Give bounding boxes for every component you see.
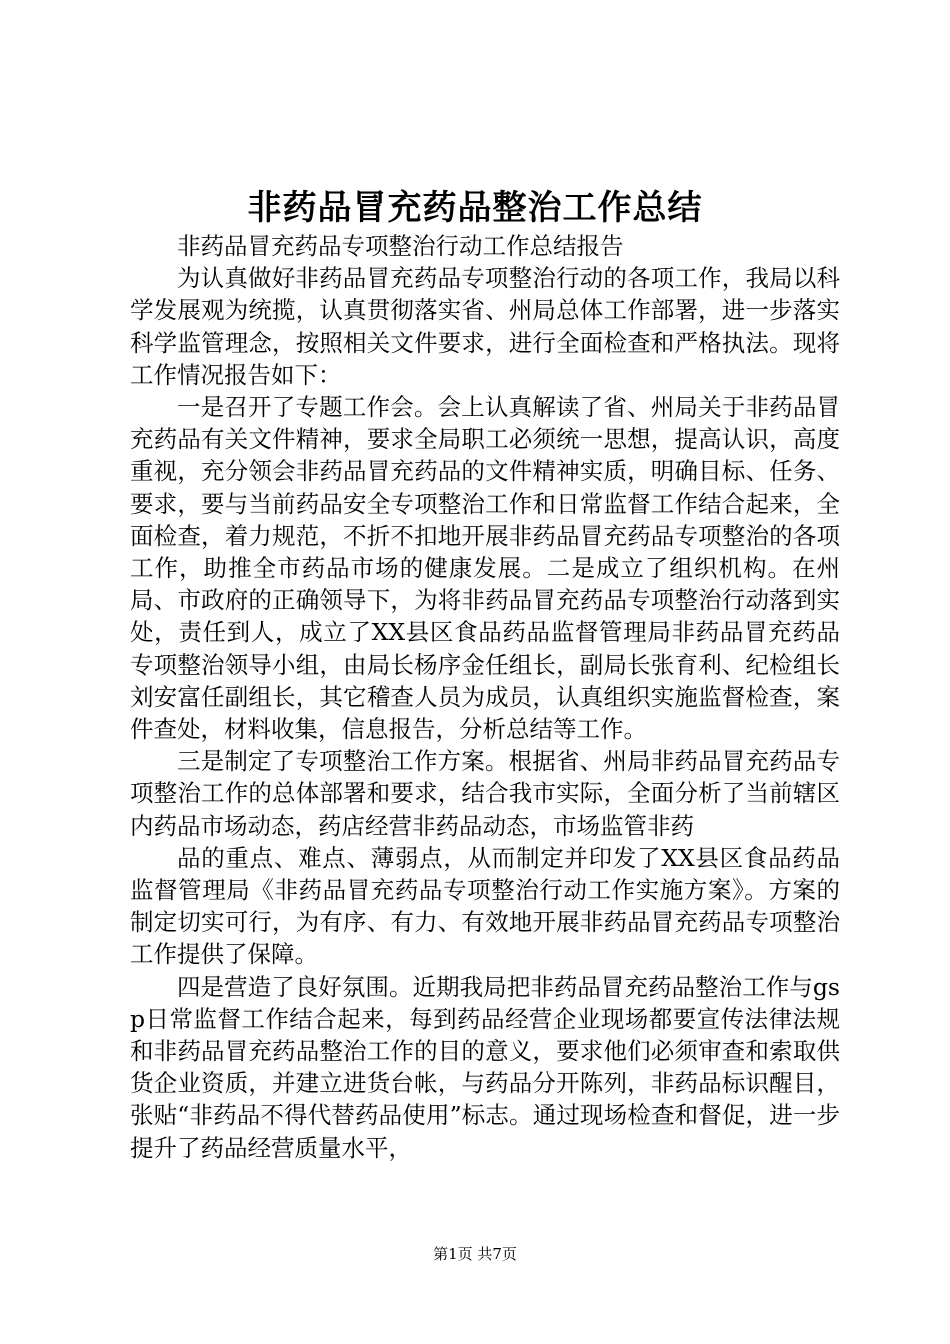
intro-paragraph: 为认真做好非药品冒充药品专项整治行动的各项工作，我局以科学发展观为统揽，认真贯彻落实省、州局总体工作部署，进一步落实科学监管理念，按照相关文件要求，进行全面检查和严格执法。现将工作情况报告如下： bbox=[130, 264, 840, 389]
body-paragraph: 三是制定了专项整治工作方案。根据省、州局非药品冒充药品专项整治工作的总体部署和要求，结合我市实际，全面分析了当前辖区内药品市场动态，药店经营非药品动态，市场监管非药 bbox=[130, 747, 840, 840]
body-paragraph: 品的重点、难点、薄弱点，从而制定并印发了XX县区食品药品监督管理局《非药品冒充药品专项整治行动工作实施方案》。方案的制定切实可行，为有序、有力、有效地开展非药品冒充药品专项整治工作提供了保障。 bbox=[130, 843, 840, 969]
body-paragraph: 四是营造了良好氛围。近期我局把非药品冒充药品整治工作与gsp日常监督工作结合起来，每到药品经营企业现场都要宣传法律法规和非药品冒充药品整治工作的目的意义，要求他们必须审查和索取供货企业资质，并建立进货台帐，与药品分开陈列，非药品标识醒目，张贴“非药品不得代替药品使用”标志。通过现场检查和督促，进一步提升了药品经营质量水平， bbox=[130, 972, 840, 1162]
document-title: 非药品冒充药品整治工作总结 bbox=[247, 188, 703, 228]
body-paragraph: 一是召开了专题工作会。会上认真解读了省、州局关于非药品冒充药品有关文件精神，要求全局职工必须统一思想，提高认识，高度重视，充分领会非药品冒充药品的文件精神实质，明确目标、任务、要求，要与当前药品安全专项整治工作和日常监督工作结合起来，全面检查，着力规范，不折不扣地开展非药品冒充药品专项整治的各项工作，助推全市药品市场的健康发展。二是成立了组织机构。在州局、市政府的正确领导下，为将非药品冒充药品专项整治行动落到实处，责任到人，成立了XX县区食品药品监督管理局非药品冒充药品专项整治领导小组，由局长杨序金任组长，副局长张育利、纪检组长刘安富任副组长，其它稽查人员为成员，认真组织实施监督检查，案件查处，材料收集，信息报告，分析总结等工作。 bbox=[130, 393, 840, 744]
document-body bbox=[130, 230, 840, 1164]
page-number-footer: 第1页 共7页 bbox=[433, 1245, 517, 1263]
report-subtitle-paragraph: 非药品冒充药品专项整治行动工作总结报告 bbox=[177, 232, 624, 260]
